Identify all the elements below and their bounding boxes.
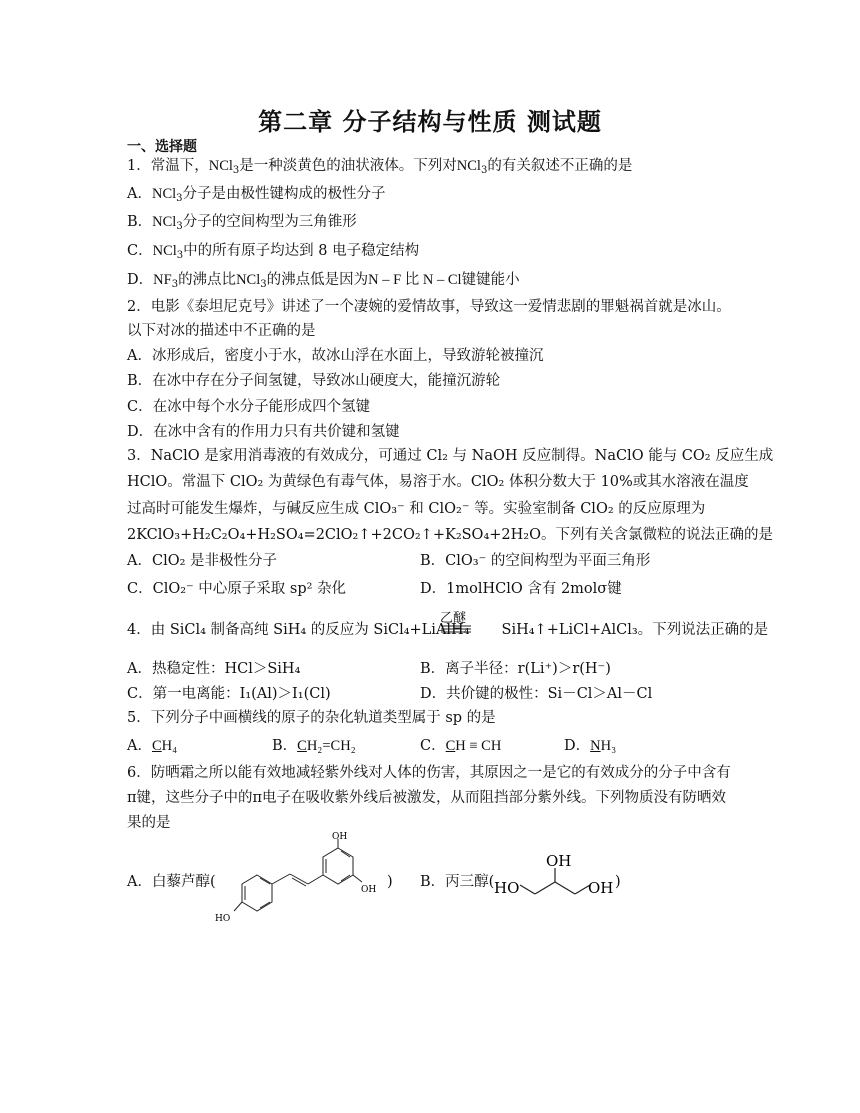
oh-label-top: OH	[332, 832, 348, 842]
option-text: 中的所有原子均达到 8 电子稳定结构	[183, 243, 420, 259]
subscript: 3	[232, 165, 240, 176]
q3-option-d: D．1molHClO 含有 2molσ键	[420, 581, 622, 597]
q2-option-d: D．在冰中含有的作用力只有共价键和氢键	[127, 424, 400, 440]
q4-option-d: D．共价键的极性：Si－Cl＞Al－Cl	[420, 686, 653, 702]
oh-label-end: OH	[588, 879, 614, 897]
q3-option-c: C．ClO₂⁻ 中心原子采取 sp² 杂化	[127, 581, 347, 597]
ho-label: HO	[494, 879, 520, 897]
page-title: 第二章 分子结构与性质 测试题	[258, 107, 602, 136]
q2-option-b: B．在冰中存在分子间氢键，导致冰山硬度大，能撞沉游轮	[127, 373, 501, 389]
oh-label-right: OH	[361, 885, 377, 895]
option-text: 键键能小	[461, 272, 520, 288]
formula-ncl3: NCl	[152, 243, 177, 259]
q1-stem-text: 1．常温下，	[127, 158, 209, 174]
q6-option-a-close: )	[387, 874, 393, 890]
q1-option-a	[127, 184, 386, 209]
q3-option-a: A．ClO₂ 是非极性分子	[127, 553, 278, 569]
formula-ncl3: NCl	[236, 272, 261, 288]
formula-ncl3: NCl	[151, 186, 177, 202]
formula-ncl3: NCl	[456, 158, 481, 174]
formula-nf3: NF	[153, 272, 172, 288]
section-heading: 一、选择题	[127, 139, 197, 155]
option-text: 分子的空间构型为三角锥形	[182, 214, 357, 230]
q1-stem	[127, 156, 632, 181]
q4-stem-text: 4．由 SiCl₄ 制备高纯 SiH₄ 的反应为 SiCl₄+LiAlH₄	[127, 622, 470, 638]
q6-option-b-close: )	[615, 874, 621, 890]
subscript: 3	[171, 279, 179, 290]
q1-option-d	[127, 270, 520, 295]
subscript: 3	[176, 221, 183, 232]
q3-option-b: B．ClO₃⁻ 的空间构型为平面三角形	[420, 553, 651, 569]
q5-option-a	[127, 734, 177, 755]
underlined-atom: C	[151, 738, 162, 754]
q6-line1: 6．防晒霜之所以能有效地减轻紫外线对人体的伤害，其原因之一是它的有效成分的分子中含有	[127, 765, 731, 781]
q5-option-c	[420, 734, 501, 755]
subscript: 3	[176, 193, 183, 204]
q6-line2: π键，这些分子中的π电子在吸收紫外线后被激发，从而阻挡部分紫外线。下列物质没有防晒效	[127, 790, 727, 806]
q6-option-b-label: B．丙三醇(	[420, 874, 495, 890]
option-label: A．	[127, 738, 152, 754]
resveratrol-structure	[212, 832, 387, 927]
subscript: 3	[176, 250, 184, 261]
option-label: C．	[420, 738, 446, 754]
option-text: 的沸点低是因为	[266, 272, 369, 288]
q5-option-d	[564, 734, 616, 755]
q4-option-c: C．第一电离能：I₁(Al)＞I₁(Cl)	[127, 686, 331, 702]
formula-rest: H₄	[161, 738, 178, 754]
bond-comparison: N – F 比 N – Cl	[368, 272, 462, 288]
q1-stem-text: 的有关叙述不正确的是	[487, 158, 633, 174]
q4-stem-text: SiH₄↑+LiCl+AlCl₃。下列说法正确的是	[501, 622, 769, 638]
option-label: D．	[564, 738, 591, 754]
underlined-atom: C	[445, 738, 456, 754]
q6-line3: 果的是	[127, 815, 171, 831]
q2-stem-line1: 2．电影《泰坦尼克号》讲述了一个凄婉的爱情故事，导致这一爱情悲剧的罪魁祸首就是冰山。	[127, 299, 731, 315]
q4-option-b: B．离子半径：r(Li⁺)＞r(H⁻)	[420, 661, 611, 677]
q3-line1: 3．NaClO 是家用消毒液的有效成分，可通过 Cl₂ 与 NaOH 反应制得。NaClO 能与 CO₂ 反应生成	[127, 448, 774, 464]
option-text: 分子是由极性键构成的极性分子	[182, 186, 386, 202]
option-text: 的沸点比	[178, 272, 237, 288]
q3-line3: 过高时可能发生爆炸，与碱反应生成 ClO₃⁻ 和 ClO₂⁻ 等。实验室制备 ClO₂ 的反应原理为	[127, 501, 706, 517]
glycerol-structure	[490, 850, 615, 900]
underlined-atom: C	[297, 738, 307, 754]
option-label: A．	[127, 186, 152, 202]
formula-ncl3: NCl	[208, 158, 233, 174]
q2-option-a: A．冰形成后，密度小于水，故冰山浮在水面上，导致游轮被撞沉	[127, 348, 544, 364]
option-label: B．	[272, 738, 298, 754]
q1-option-b	[127, 212, 357, 237]
formula-ncl3: NCl	[152, 214, 177, 230]
q3-line4: 2KClO₃+H₂C₂O₄+H₂SO₄=2ClO₂↑+2CO₂↑+K₂SO₄+2H₂O。下列有关含氯微粒的说法正确的是	[127, 527, 773, 543]
option-label: B．	[127, 214, 153, 230]
subscript: 3	[260, 279, 267, 290]
option-label: D．	[127, 272, 154, 288]
q6-option-a-label: A．白藜芦醇(	[127, 874, 216, 890]
formula-rest: H₃	[600, 738, 617, 754]
q4-option-a: A．热稳定性：HCl＞SiH₄	[127, 661, 301, 677]
q5-option-b	[272, 734, 356, 755]
reaction-condition-ether: 乙醚	[440, 611, 467, 626]
q2-option-c: C．在冰中每个水分子能形成四个氢键	[127, 399, 371, 415]
formula-rest: H₂=CH₂	[306, 738, 356, 754]
q1-stem-text: 是一种淡黄色的油状液体。下列对	[239, 158, 457, 174]
oh-label-mid: OH	[546, 852, 572, 870]
q1-option-c	[127, 241, 419, 266]
q2-stem-line2: 以下对冰的描述中不正确的是	[127, 323, 316, 339]
q5-stem: 5．下列分子中画横线的原子的杂化轨道类型属于 sp 的是	[127, 710, 496, 726]
option-label: C．	[127, 243, 153, 259]
q4-stem	[127, 620, 768, 640]
formula-rest: H ≡ CH	[455, 738, 502, 754]
underlined-atom: N	[590, 738, 601, 754]
subscript: 3	[480, 165, 488, 176]
q3-line2: HClO。常温下 ClO₂ 为黄绿色有毒气体，易溶于水。ClO₂ 体积分数大于 10%或其水溶液在温度	[127, 474, 749, 490]
ho-label-left: HO	[215, 914, 231, 924]
